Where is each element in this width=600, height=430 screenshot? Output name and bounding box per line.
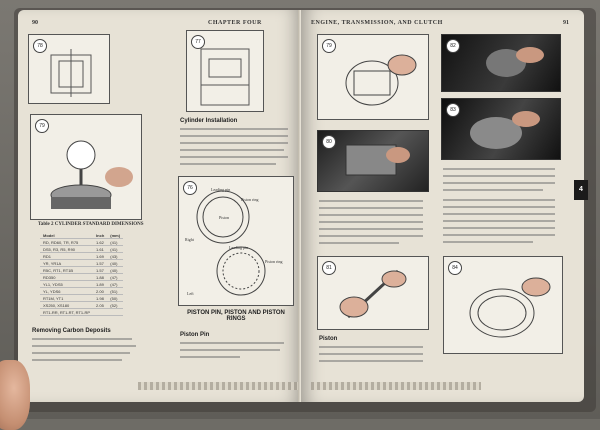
table-cell: R5C, RT1, RT1B xyxy=(40,267,93,274)
table-cell: 1.61 xyxy=(93,246,107,253)
thumb xyxy=(0,360,30,430)
heading-piston-pin: Piston Pin xyxy=(180,332,210,338)
body-text-line xyxy=(32,359,122,361)
body-text-line xyxy=(319,228,423,230)
table-cell: RD, RD60, TR, R75 xyxy=(40,239,93,246)
table-cell: YL1, YDS5 xyxy=(40,281,93,288)
body-text-line xyxy=(180,128,288,130)
table-caption: Table 2 CYLINDER STANDARD DIMENSIONS xyxy=(38,222,144,227)
table-header-cell: Inch xyxy=(93,232,107,239)
figure-number: 78 xyxy=(33,39,47,53)
table-cell: 1.69 xyxy=(93,253,107,260)
table-row xyxy=(40,309,123,316)
table-cell: (47) xyxy=(107,281,123,288)
body-text-line xyxy=(180,156,288,158)
body-text-line xyxy=(443,220,555,222)
table-cell: (43) xyxy=(107,253,123,260)
body-text-line xyxy=(443,189,543,191)
label-piston: Piston xyxy=(219,215,230,220)
table-row xyxy=(40,295,123,302)
body-text-line xyxy=(180,342,284,344)
table-cell: 1.88 xyxy=(93,274,107,281)
body-text-line xyxy=(443,234,555,236)
label-left: Left xyxy=(187,291,194,296)
label-piston-ring: Piston ring xyxy=(241,197,259,202)
body-text-line xyxy=(319,207,423,209)
piston-ring-diagram-icon xyxy=(179,177,293,305)
left-page xyxy=(18,10,301,402)
table-cell: RD350 xyxy=(40,274,93,281)
right-running-head: ENGINE, TRANSMISSION, AND CLUTCH xyxy=(311,20,443,26)
label-leading-pin: Leading pin xyxy=(211,187,231,192)
piston-measure-drawing-icon xyxy=(444,257,562,353)
cylinder-dimensions-table xyxy=(40,232,123,316)
table-cell: (41) xyxy=(107,246,123,253)
table-cell: XS250, XS180 xyxy=(40,302,93,309)
label-leading-pin-2: Leading pin xyxy=(229,245,249,250)
body-text-line xyxy=(443,241,533,243)
heading-removing-carbon: Removing Carbon Deposits xyxy=(32,328,111,334)
table-row xyxy=(40,267,123,274)
heading-piston-pin-rings: PISTON PIN, PISTON AND PISTON RINGS xyxy=(187,310,285,322)
table-cell: (47) xyxy=(107,274,123,281)
table-cell: 1.89 xyxy=(93,281,107,288)
table-header-cell: (mm) xyxy=(107,232,123,239)
torn-page-edge xyxy=(311,382,481,390)
body-text-line xyxy=(32,345,136,347)
table-row xyxy=(40,260,123,267)
figure-82-photo xyxy=(441,34,561,92)
table-cell: (51) xyxy=(107,288,123,295)
body-text-line xyxy=(443,182,555,184)
table-cell: (41) xyxy=(107,239,123,246)
figure-number: 80 xyxy=(322,135,336,149)
body-text-line xyxy=(319,346,423,348)
label-piston-ring-2: Piston ring xyxy=(265,259,283,264)
figure-84 xyxy=(443,256,563,354)
body-text-line xyxy=(32,352,130,354)
table-cell xyxy=(93,309,107,316)
table-cell: YL, YDS6 xyxy=(40,288,93,295)
figure-number: 82 xyxy=(446,39,460,53)
table-cell: RT1-RR, RT1-RT, RT1-RP xyxy=(40,309,93,316)
table-cell: 2.05 xyxy=(93,302,107,309)
table-cell: 2.00 xyxy=(93,288,107,295)
heading-piston: Piston xyxy=(319,336,338,342)
body-text-line xyxy=(319,200,423,202)
figure-number: 76 xyxy=(183,181,197,195)
figure-81 xyxy=(317,256,429,330)
table-cell: (52) xyxy=(107,302,123,309)
figure-76 xyxy=(178,176,294,306)
heading-cylinder-installation: Cylinder Installation xyxy=(180,118,238,124)
body-text-line xyxy=(319,221,423,223)
body-text-line xyxy=(443,206,555,208)
table-row xyxy=(40,281,123,288)
table-cell: RT1M, YT1 xyxy=(40,295,93,302)
figure-number: 79 xyxy=(35,119,49,133)
figure-number: 84 xyxy=(448,261,462,275)
table-cell: DS5, R3, R5, R90 xyxy=(40,246,93,253)
body-text-line xyxy=(443,227,555,229)
chapter-tab: 4 xyxy=(574,180,588,200)
body-text-line xyxy=(180,135,288,137)
body-text-line xyxy=(443,213,555,215)
body-text-line xyxy=(180,356,240,358)
figure-83-photo xyxy=(441,98,561,160)
table-row xyxy=(40,274,123,281)
right-page-number: 91 xyxy=(563,20,569,26)
table-cell: 1.62 xyxy=(93,239,107,246)
body-text-line xyxy=(180,149,284,151)
table-cell: (40) xyxy=(107,260,123,267)
body-text-line xyxy=(180,142,288,144)
figure-77 xyxy=(186,30,264,112)
figure-number: 79 xyxy=(322,39,336,53)
left-page-number: 90 xyxy=(32,20,38,26)
body-text-line xyxy=(180,163,276,165)
body-text-line xyxy=(443,168,555,170)
table-row xyxy=(40,246,123,253)
body-text-line xyxy=(319,242,399,244)
table-cell xyxy=(107,309,123,316)
table-cell: (50) xyxy=(107,295,123,302)
figure-79-right xyxy=(317,34,429,120)
figure-number: 81 xyxy=(322,261,336,275)
table-cell: 1.57 xyxy=(93,267,107,274)
table-row xyxy=(40,239,123,246)
body-text-line xyxy=(443,175,555,177)
body-text-line xyxy=(443,199,555,201)
table-cell: (40) xyxy=(107,267,123,274)
table-cell: 1.57 xyxy=(93,260,107,267)
figure-79 xyxy=(30,114,142,220)
dial-gauge-icon xyxy=(31,115,141,219)
table-cell: YR, YR1A xyxy=(40,260,93,267)
label-right: Right xyxy=(185,237,194,242)
table-cell: 1.98 xyxy=(93,295,107,302)
body-text-line xyxy=(319,214,423,216)
table-row xyxy=(40,253,123,260)
figure-number: 83 xyxy=(446,103,460,117)
body-text-line xyxy=(32,338,132,340)
body-text-line xyxy=(319,353,423,355)
body-text-line xyxy=(319,235,423,237)
table-row xyxy=(40,288,123,295)
table-cell: RD1 xyxy=(40,253,93,260)
figure-78 xyxy=(28,34,110,104)
figure-number: 77 xyxy=(191,35,205,49)
table-header-cell: Model xyxy=(40,232,93,239)
body-text-line xyxy=(180,349,280,351)
body-text-line xyxy=(319,360,423,362)
figure-80-photo xyxy=(317,130,429,192)
torn-page-edge xyxy=(138,382,298,390)
left-running-head: CHAPTER FOUR xyxy=(208,20,262,26)
table-row xyxy=(40,302,123,309)
right-page xyxy=(301,10,584,402)
